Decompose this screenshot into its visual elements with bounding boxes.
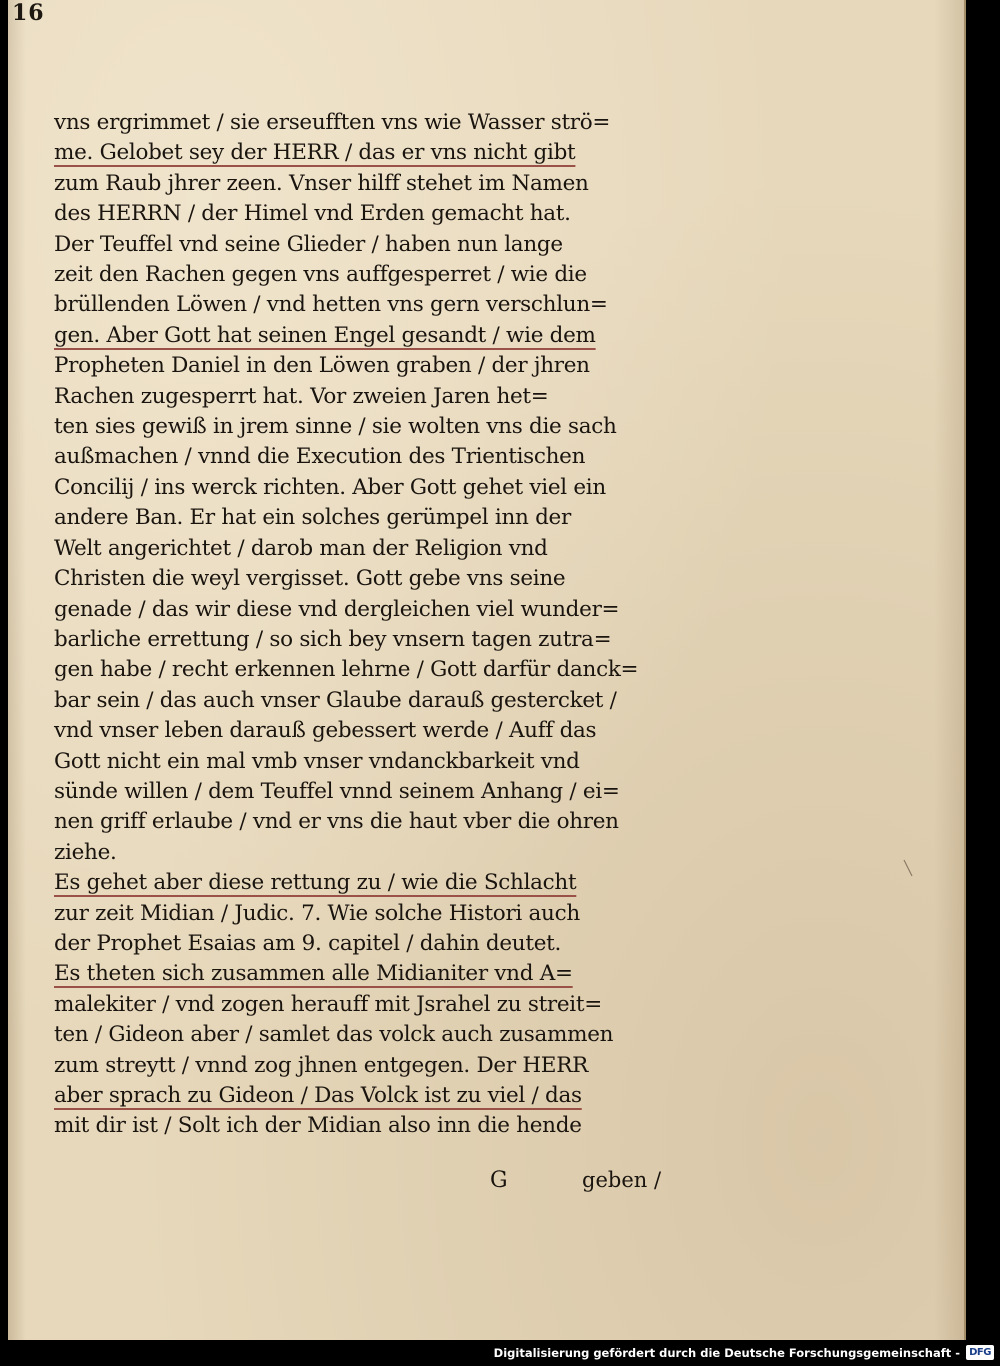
footer-bar <box>0 1340 1000 1366</box>
text-line: Es gehet aber diese rettung zu / wie die Schlacht <box>54 870 577 896</box>
text-line: Der Teuffel vnd seine Glieder / haben nun lange <box>54 231 563 257</box>
text-line: gen. Aber Gott hat seinen Engel gesandt / wie dem <box>54 322 596 348</box>
text-line: des HERRN / der Himel vnd Erden gemacht hat. <box>54 201 571 227</box>
text-block <box>54 108 664 1142</box>
text-line: barliche errettung / so sich bey vnsern tagen zutra= <box>54 626 612 652</box>
text-line: gen habe / recht erkennen lehrne / Gott darfür danck= <box>54 657 639 683</box>
text-line: genade / das wir diese vnd dergleichen viel wunder= <box>54 596 620 622</box>
text-line: Gott nicht ein mal vmb vnser vndanckbarkeit vnd <box>54 748 580 774</box>
text-line: außmachen / vnnd die Execution des Trientischen <box>54 444 586 470</box>
text-line: zum Raub jhrer zeen. Vnser hilff stehet im Namen <box>54 170 589 196</box>
text-line: zur zeit Midian / Judic. 7. Wie solche Histori auch <box>54 900 580 926</box>
text-line: vns ergrimmet / sie erseufften vns wie Wasser strö= <box>54 110 611 135</box>
text-line: Es theten sich zusammen alle Midianiter vnd A= <box>54 961 573 987</box>
text-line: zum streytt / vnnd zog jhnen entgegen. Der HERR <box>54 1052 588 1078</box>
text-line: me. Gelobet sey der HERR / das er vns nicht gibt <box>54 140 576 166</box>
text-line: Welt angerichtet / darob man der Religion vnd <box>54 535 548 561</box>
folio-number: 16 <box>12 0 45 26</box>
book-page <box>8 0 966 1340</box>
pencil-mark-icon <box>901 858 915 878</box>
text-line: der Prophet Esaias am 9. capitel / dahin deutet. <box>54 930 561 956</box>
text-line: Christen die weyl vergisset. Gott gebe vns seine <box>54 566 566 592</box>
text-line: bar sein / das auch vnser Glaube darauß gestercket / <box>54 687 617 713</box>
text-line: zeit den Rachen gegen vns auffgesperret / wie die <box>54 262 587 288</box>
text-line: vnd vnser leben darauß gebessert werde / Auff das <box>54 718 597 744</box>
text-line: malekiter / vnd zogen herauff mit Jsrahel zu streit= <box>54 991 602 1017</box>
text-line: Rachen zugesperrt hat. Vor zweien Jaren het= <box>54 383 549 409</box>
text-line: ten sies gewiß in jrem sinne / sie wolten vns die sach <box>54 414 617 440</box>
text-line: nen griff erlaube / vnd er vns die haut vber die ohren <box>54 809 619 835</box>
text-line: brüllenden Löwen / vnd hetten vns gern verschlun= <box>54 292 608 318</box>
text-line: mit dir ist / Solt ich der Midian also inn die hende <box>54 1113 582 1139</box>
text-line: sünde willen / dem Teuffel vnnd seinem Anhang / ei= <box>54 778 620 804</box>
text-line: andere Ban. Er hat ein solches gerümpel inn der <box>54 505 571 531</box>
dfg-logo-icon: DFG <box>966 1345 994 1360</box>
text-line: Propheten Daniel in den Löwen graben / der jhren <box>54 353 590 379</box>
funding-credit: Digitalisierung gefördert durch die Deutsche Forschungsgemeinschaft - <box>493 1346 960 1360</box>
signature-mark: G <box>490 1168 508 1193</box>
text-line: ziehe. <box>54 839 117 865</box>
text-line: Concilij / ins werck richten. Aber Gott gehet viel ein <box>54 474 606 500</box>
catchword: geben / <box>582 1168 662 1192</box>
catchword-line <box>478 1168 678 1202</box>
text-line: aber sprach zu Gideon / Das Volck ist zu viel / das <box>54 1083 582 1108</box>
text-line: ten / Gideon aber / samlet das volck auch zusammen <box>54 1022 614 1048</box>
